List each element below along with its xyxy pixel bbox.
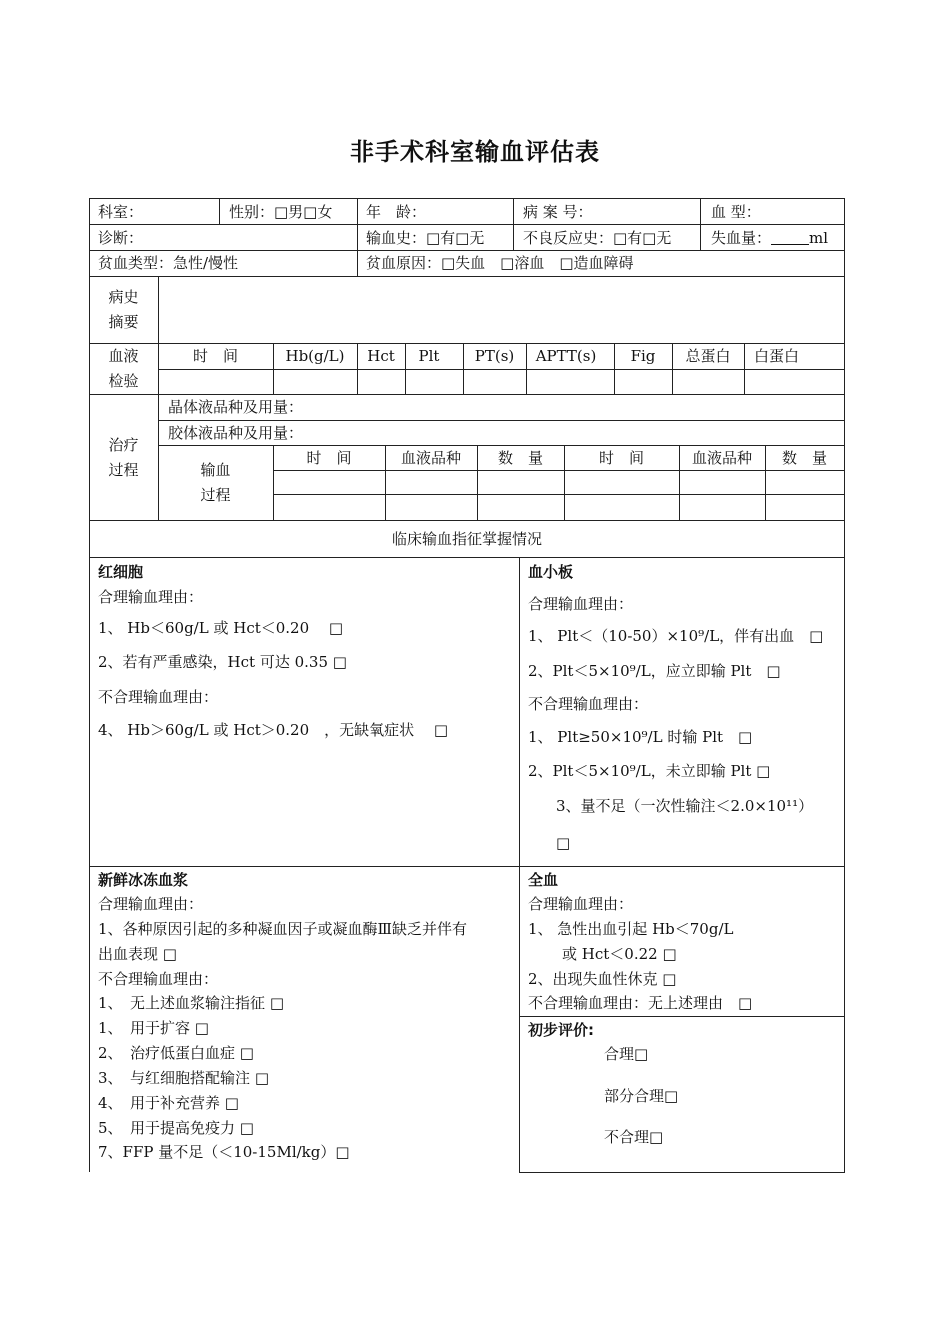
platelet-item[interactable]: 1、 Plt≥50×10⁹/L 时输 Plt □ [528,728,753,746]
whole-blood-item[interactable]: 1、 急性出血引起 Hb＜70g/L [528,920,734,938]
crystalloid-field[interactable]: 晶体液品种及用量： [168,398,304,416]
rbc-title: 红细胞 [98,563,144,581]
whole-blood-title: 全血 [528,871,559,889]
grid-line [89,866,845,867]
lab-col-albumin: 白蛋白 [754,347,800,365]
platelet-item[interactable]: 3、量不足（一次性输注＜2.0×10¹¹） [556,797,814,815]
tx-col-product-1: 血液品种 [400,449,461,467]
grid-line [519,1172,845,1173]
lab-col-time: 时 间 [192,347,238,365]
summary-label-1: 病史 [108,288,139,306]
ffp-item[interactable]: 5、 用于提高免疫力 □ [98,1119,254,1137]
grid-line [158,276,159,520]
tx-col-product-2: 血液品种 [691,449,752,467]
treatment-label-1: 治疗 [108,436,139,454]
platelet-item: 不合理输血理由： [528,695,649,713]
lab-col-aptt: APTT(s) [535,347,597,365]
ffp-item: 合理输血理由： [98,895,204,913]
grid-line [89,198,845,199]
grid-line [519,557,520,1173]
grid-line [273,494,845,495]
summary-label-2: 摘要 [108,313,139,331]
grid-line [744,343,745,394]
colloid-field[interactable]: 胶体液品种及用量： [168,424,304,442]
anemia-cause-field[interactable]: 贫血原因：□失血 □溶血 □造血障碍 [366,254,634,272]
grid-line [89,394,845,395]
adverse-reaction-field[interactable]: 不良反应史：□有□无 [523,229,672,247]
grid-line [89,198,90,1172]
rbc-item: 不合理输血理由： [98,688,219,706]
page-title: 非手术科室输血评估表 [350,138,600,166]
age-field[interactable]: 年 龄： [366,203,427,221]
ffp-item[interactable]: 1、 无上述血浆输注指征 □ [98,994,284,1012]
blood-loss-label: 失血量： [711,229,772,247]
rbc-item[interactable]: 4、 Hb＞60g/L 或 Hct＞0.20 ，无缺氧症状 □ [98,721,449,739]
grid-line [89,224,845,225]
blood-loss-blank[interactable] [771,230,809,245]
whole-blood-item: 合理输血理由： [528,895,634,913]
platelet-item[interactable]: 2、Plt＜5×10⁹/L，未立即输 Plt □ [528,762,771,780]
grid-line [158,420,845,421]
rbc-item[interactable]: 2、若有严重感染，Hct 可达 0.35 □ [98,653,347,671]
lab-col-total-protein: 总蛋白 [685,347,731,365]
indication-title: 临床输血指征掌握情况 [391,530,542,548]
platelet-item[interactable]: □ [556,834,571,852]
blood-loss-field[interactable] [711,228,828,248]
ffp-item[interactable]: 4、 用于补充营养 □ [98,1094,239,1112]
transfusion-history-field[interactable]: 输血史：□有□无 [366,229,485,247]
tx-col-qty-1: 数 量 [497,449,543,467]
evaluation-reasonable[interactable]: 合理□ [604,1045,649,1063]
case-number-field[interactable]: 病 案 号： [523,203,593,221]
ffp-item[interactable]: 1、各种原因引起的多种凝血因子或凝血酶Ⅲ缺乏并伴有 [98,920,468,938]
anemia-type-field[interactable]: 贫血类型：急性/慢性 [98,254,239,272]
grid-line [519,1016,845,1017]
grid-line [219,198,220,224]
whole-blood-item[interactable]: 不合理输血理由：无上述理由 □ [528,994,753,1012]
platelet-item[interactable]: 1、 Plt＜（10-50）×10⁹/L，伴有出血 □ [528,627,824,645]
transfusion-label-2: 过程 [200,486,231,504]
blood-loss-unit: ml [809,229,829,247]
platelet-item: 合理输血理由： [528,595,634,613]
grid-line [89,250,845,251]
rbc-item: 合理输血理由： [98,588,204,606]
ffp-item[interactable]: 1、 用于扩容 □ [98,1019,209,1037]
platelet-title: 血小板 [528,563,574,581]
lab-col-hct: Hct [367,347,395,365]
tx-col-time-1: 时 间 [306,449,352,467]
evaluation-partially-reasonable[interactable]: 部分合理□ [604,1087,679,1105]
grid-line [844,198,845,1173]
lab-label-2: 检验 [108,372,139,390]
grid-line [357,198,358,276]
lab-col-pt: PT(s) [474,347,515,365]
ffp-item[interactable]: 3、 与红细胞搭配输注 □ [98,1069,269,1087]
tx-col-qty-2: 数 量 [781,449,827,467]
ffp-item[interactable]: 7、FFP 量不足（＜10-15Ml/kg）□ [98,1143,350,1161]
blood-type-field[interactable]: 血 型： [711,203,761,221]
gender-field[interactable]: 性别：□男□女 [229,203,333,221]
lab-col-fig: Fig [630,347,656,365]
tx-col-time-2: 时 间 [598,449,644,467]
grid-line [700,198,701,250]
lab-col-plt: Plt [418,347,440,365]
dept-field[interactable]: 科室： [98,203,144,221]
lab-col-hb: Hb(g/L) [285,347,345,365]
platelet-item[interactable]: 2、Plt＜5×10⁹/L，应立即输 Plt □ [528,662,781,680]
ffp-title: 新鲜冰冻血浆 [98,871,189,889]
ffp-item[interactable]: 出血表现 □ [98,945,177,963]
evaluation-title: 初步评价: [528,1021,594,1039]
grid-line [89,520,845,521]
transfusion-label-1: 输血 [200,461,231,479]
ffp-item[interactable]: 2、 治疗低蛋白血症 □ [98,1044,254,1062]
rbc-item[interactable]: 1、 Hb＜60g/L 或 Hct＜0.20 □ [98,619,344,637]
grid-line [89,557,845,558]
grid-line [89,343,845,344]
evaluation-unreasonable[interactable]: 不合理□ [604,1128,664,1146]
grid-line [513,198,514,250]
whole-blood-item[interactable]: 2、出现失血性休克 □ [528,970,677,988]
grid-line [158,369,845,370]
diagnosis-field[interactable]: 诊断： [98,229,144,247]
ffp-item: 不合理输血理由： [98,970,219,988]
grid-line [158,445,845,446]
grid-line [89,276,845,277]
treatment-label-2: 过程 [108,461,139,479]
grid-line [273,470,845,471]
whole-blood-item[interactable]: 或 Hct＜0.22 □ [562,945,677,963]
lab-label-1: 血液 [108,347,139,365]
